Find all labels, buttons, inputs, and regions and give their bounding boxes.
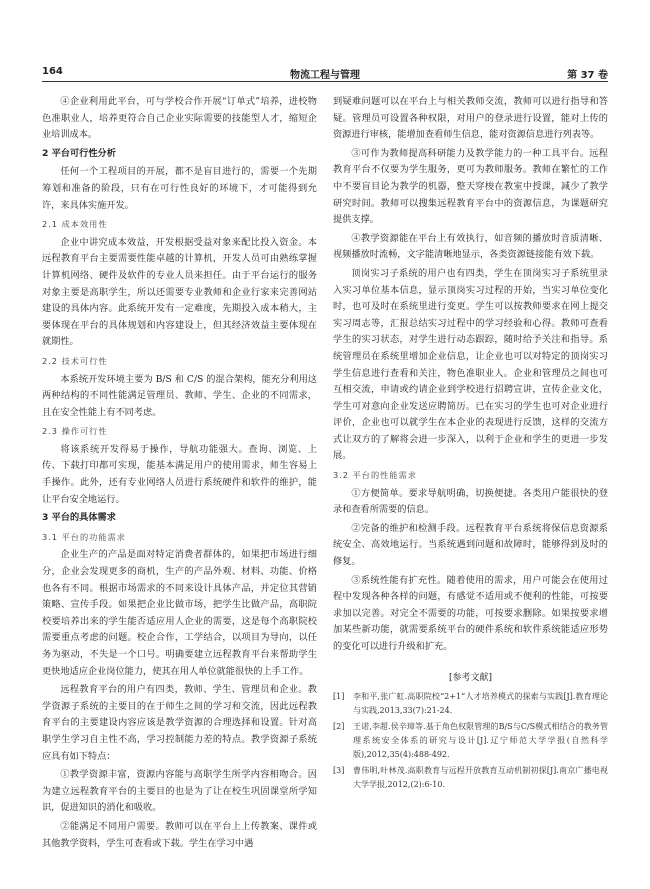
paragraph: ④企业利用此平台，可与学校合作开展“订单式”培养，进校物色准职业人，培养更符合自己企业实际需要的技能型人才，缩短企业培训成本。 [42,96,317,141]
paragraph: ②完备的维护和检测手段。远程教育平台系统将保信息资源系统安全、高效地运行。当系统遇到问题和故障时，能够得到及时的修复。 [333,522,608,568]
paragraph: 本系统开发环境主要为 B/S 和 C/S 的混合架构，能充分利用这两种结构的不同性能满足管理员、教师、学生、企业的不同需求，且在安全性能上有不同考虑。 [42,373,317,418]
left-column [42,94,317,854]
paragraph: 将该系统开发得易于操作，导航功能强大。查询、浏览、上传、下载打印都可实现，能基本满足用户的使用需求，师生容易上手操作。此外，还有专业网络人员进行系统硬件和软件的维护，能让平台安全地运行。 [42,443,317,505]
paragraph: ④教学资源能在平台上有效执行，如音频的播放时音质清晰、视频播放时流畅，文字能清晰地显示，各类资源链接能有效下载。 [333,232,608,261]
reference-number: [2] [333,722,345,732]
reference-item [333,690,608,718]
paragraph: 企业中讲究成本效益，开发根据受益对象来配比投入资金。本远程教育平台主要需要性能卓越的计算机，开发人员可由熟练掌握计算机网络、硬件及软件的专业人员来担任。由于平台运行的服务对象主要是高职学生，所以还需要专业教师和企业行家来完善网站建设的具体内容。此系统开发有一定难度，先期投入成本稍大，主要体现在平台的具体规划和内容建设上，但其经济效益主要体现在就期性。 [42,236,317,348]
paragraph: ①方便简单。要求导航明确，切换便捷。各类用户能很快的登录和查看所需要的信息。 [333,487,608,516]
header-rule [42,81,608,82]
reference-text: 曹伟明,叶林茂.高职教育与远程开放教育互动机制初探[J].南京广播电视大学学报,2012,(2):6-10. [353,766,608,790]
paragraph: 企业生产的产品是面对特定消费者群体的，如果把市场进行细分，企业会发现更多的商机，生产的产品外观、材料、功能、价格也各有不同。根据市场需求的不同来设计具体产品，并定位其营销策略、宣传手段。如果把企业比做市场，把学生比做产品，高职院校要培养出来的学生能否适应用人企业的需要，这是每个高职院校需要重点考虑的问题。校企合作，工学结合，以项目为导向，以任务为驱动，不失是一个口号。明确要建立远程教育平台来帮助学生更快地适应企业岗位能力，使其在用人单位就能很快的上手工作。 [42,549,317,677]
right-column [333,94,608,794]
paragraph: ②能满足不同用户需要。教师可以在平台上上传教案、课件或其他教学资料，学生可查看或下载。学生在学习中遇 [42,820,317,849]
reference-number: [3] [333,766,345,776]
paragraph: 顶岗实习子系统的用户也有四类，学生在顶岗实习子系统里录入实习单位基本信息，显示顶岗实习过程的开始，当实习单位变化时，也可及时在系统里进行变更。学生可以按教师要求在网上提交实习周志等，汇报总结实习过程中的学习经验和心得。教师可查看学生的实习状态，对学生进行动态跟踪，随时给予关注和指导。系统管理员在系统里增加企业信息，让企业也可以对特定的顶岗实习学生信息进行查看和关注，物色准职业人。企业和管理员之间也可互相交流，申请或约请企业到学校进行招聘宣讲，宣传企业文化，学生可对意向企业发送应聘简历。已在实习的学生也可对企业进行评价，企业也可以就学生在本企业的表现进行反馈，这样的交流方式让双方的了解将会进一步深入，以利于企业和学生的更进一步发展。 [333,267,608,462]
reference-text: 王诺,李超.侯辛璋等.基于角色权限管理的B/S与C/S模式相结合的教务管理系统安全体系的研究与设计[J].辽宁师范大学学报(自然科学版),2012,35(4):488-492. [353,722,608,760]
page-number: 164 [42,66,63,77]
paragraph: 远程教育平台的用户有四类，教师、学生、管理员和企业。教学资源子系统的主要目的在于师生之间的学习和交流，因此远程教育平台的主要建设内容应该是教学资源的合理选择和设置。针对高职学生学习自主性不高，学习控制能力差的特点。教学资源子系统应具有如下特点： [42,684,317,762]
section-heading: 2 平台可行性分析 [42,147,116,159]
volume-label: 第 37 卷 [567,70,608,81]
paragraph: ①教学资源丰富，资源内容能与高职学生所学内容相吻合。因为建立远程教育平台的主要目的也是为了让在校生巩固课堂所学知识，促进知识的消化和吸收。 [42,769,317,814]
paragraph: ③系统性能有扩充性。随着使用的需求，用户可能会在使用过程中发现各种各样的问题，有感觉不适用或不便利的性能，可按要求加以完善。对完全不需要的功能，可按要求删除。如果按要求增加某些新功能，就需要系统平台的硬件系统和软件系统能适应形势的变化可以进行升级和扩充。 [333,574,608,652]
references-list [333,690,608,792]
references-title: [参考文献] [448,672,493,683]
reference-text: 李和平,张广虹.高职院校“2+1”人才培养模式的探索与实践[J].教育理论与实践,2013,33(7):21-24. [353,692,608,716]
subsection-heading: 2.2 技术可行性 [42,355,108,366]
subsection-heading: 2.1 成本效用性 [42,219,108,230]
section-heading: 3 平台的具体需求 [42,512,116,524]
journal-title: 物流工程与管理 [290,70,360,81]
page-header [42,64,608,82]
right-column-body [333,94,608,656]
paragraph: ③可作为教师提高科研能力及教学能力的一种工具平台。远程教育平台不仅要为学生服务，更可为教师服务。教师在繁忙的工作中不要盲目论为教学的机器，整天穿梭在教室中授课，减少了教学研究时间。教师可以搜集远程教育平台中的资源信息，为课题研究提供支撑。 [333,147,608,226]
reference-item [333,720,608,762]
subsection-heading: 2.3 操作可行性 [42,426,108,437]
subsection-heading: 3.2 平台的性能需求 [333,470,417,481]
reference-number: [1] [333,692,345,702]
subsection-heading: 3.1 平台的功能需求 [42,531,126,542]
paragraph: 到疑难问题可以在平台上与相关教师交流，教师可以进行指导和答疑。管理员可设置各种权限，对用户的登录进行设置，能对上传的资源进行审核，能增加查看师生信息，能对资源信息进行列表等。 [333,96,608,141]
paragraph: 任何一个工程项目的开展，都不是盲目进行的，需要一个先期筹划和准备的阶段，只有在可行性良好的环境下，才可能得到允许，来具体实施开发。 [42,166,317,211]
reference-item [333,764,608,792]
